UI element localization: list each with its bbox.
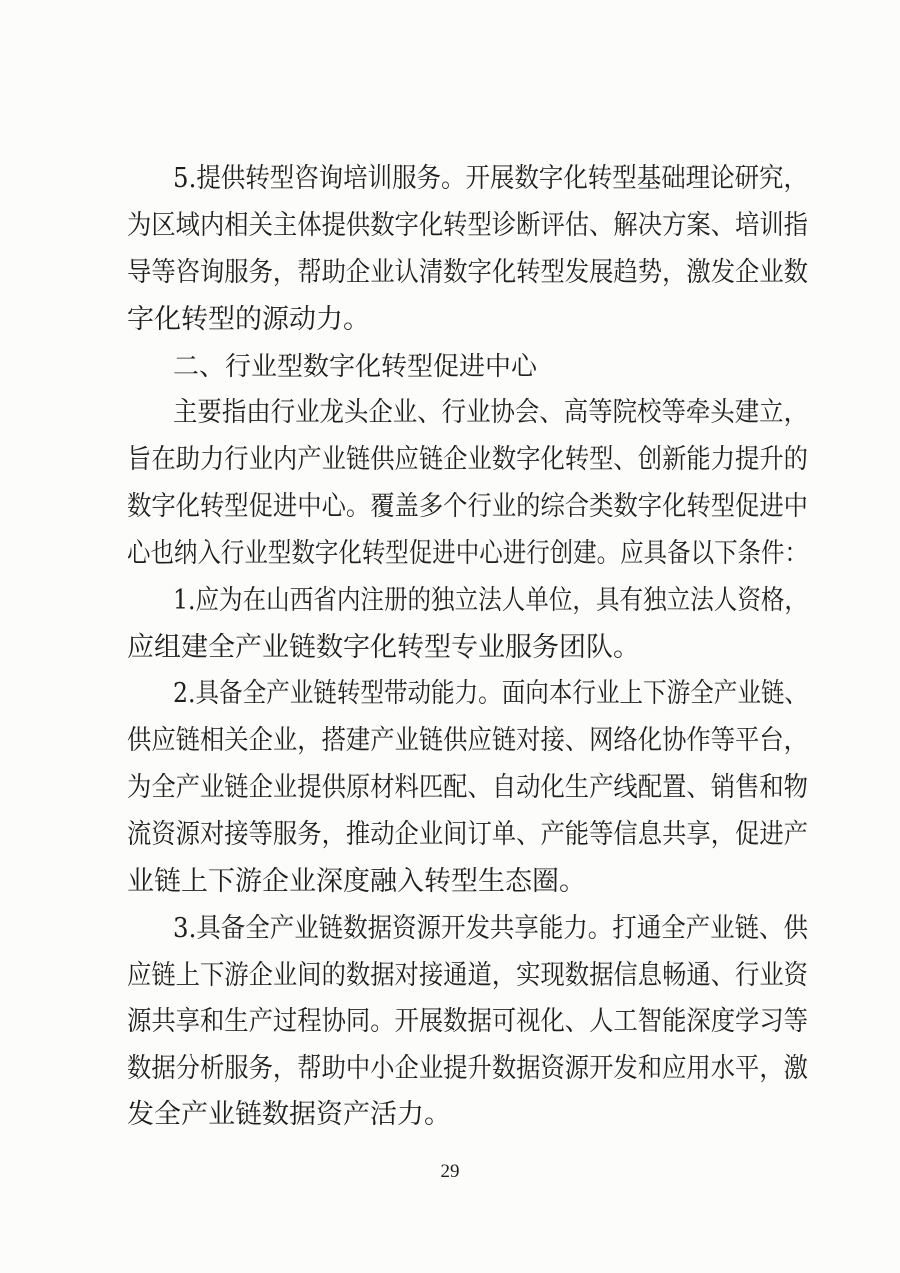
text-line: 业链上下游企业深度融入转型生态圈。 [127, 866, 586, 897]
text-line: 2.具备全产业链转型带动能力。面向本行业上下游全产业链、 [173, 678, 808, 709]
text-line: 应链上下游企业间的数据对接通道，实现数据信息畅通、行业资 [127, 960, 808, 991]
text-line: 心也纳入行业型数字化转型促进中心进行创建。应具备以下条件： [127, 538, 808, 569]
text-line: 应组建全产业链数字化转型专业服务团队。 [127, 632, 640, 663]
page-number: 29 [440, 1161, 460, 1182]
section-heading: 二、行业型数字化转型促进中心 [173, 352, 538, 382]
text-line: 字化转型的源动力。 [127, 304, 370, 335]
text-line: 1.应为在山西省内注册的独立法人单位，具有独立法人资格， [173, 585, 808, 616]
text-line: 数字化转型促进中心。覆盖多个行业的综合类数字化转型促进中 [127, 491, 808, 522]
text-line: 3.具备全产业链数据资源开发共享能力。打通全产业链、供 [173, 913, 808, 944]
text-line: 源共享和生产过程协同。开展数据可视化、人工智能深度学习等 [127, 1006, 808, 1037]
text-line: 为区域内相关主体提供数字化转型诊断评估、解决方案、培训指 [127, 210, 808, 241]
text-line: 数据分析服务，帮助中小企业提升数据资源开发和应用水平，激 [127, 1053, 808, 1084]
text-line: 5.提供转型咨询培训服务。开展数字化转型基础理论研究， [173, 163, 808, 194]
text-line: 流资源对接等服务，推动企业间订单、产能等信息共享，促进产 [127, 819, 808, 850]
text-line: 导等咨询服务，帮助企业认清数字化转型发展趋势，激发企业数 [127, 257, 808, 288]
text-line: 为全产业链企业提供原材料匹配、自动化生产线配置、销售和物 [127, 772, 808, 803]
text-line: 主要指由行业龙头企业、行业协会、高等院校等牵头建立， [173, 397, 808, 428]
text-line: 旨在助力行业内产业链供应链企业数字化转型、创新能力提升的 [127, 444, 808, 475]
text-line: 供应链相关企业，搭建产业链供应链对接、网络化协作等平台， [127, 725, 808, 756]
text-line: 发全产业链数据资产活力。 [127, 1099, 451, 1130]
